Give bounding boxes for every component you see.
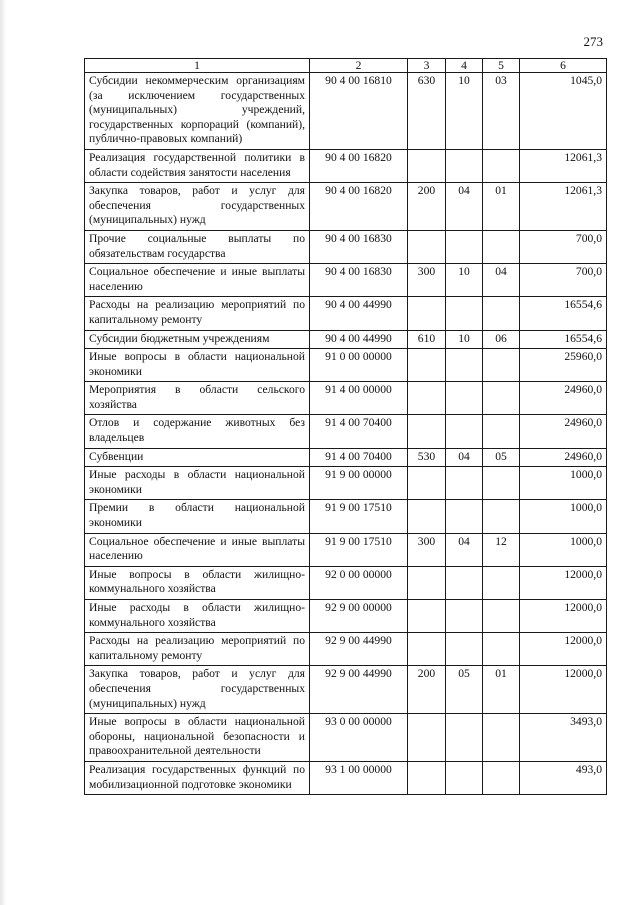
row-name-cell: Субсидии некоммерческим организациям (за исключением государственных (муниципальных) учреждений, государственных корпораций (компаний), публично-правовых компаний) [85,73,310,150]
header-cell-1: 1 [85,59,310,73]
row-sum-cell: 700,0 [520,230,607,263]
row-name-cell: Отлов и содержание животных без владельцев [85,415,310,448]
row-rz-cell [446,415,483,448]
table-row [85,714,607,762]
header-cell-6: 6 [520,59,607,73]
row-name-cell: Закупка товаров, работ и услуг для обеспечения государственных (муниципальных) нужд [85,183,310,231]
row-sum-cell: 1000,0 [520,467,607,500]
row-sum-cell: 1045,0 [520,73,607,150]
row-code-cell: 90 4 00 16820 [310,149,408,182]
row-code-cell: 90 4 00 16830 [310,264,408,297]
row-pr-cell [483,149,520,182]
row-rz-cell: 04 [446,448,483,467]
row-code-cell: 93 1 00 00000 [310,761,408,794]
row-rz-cell [446,500,483,533]
row-name-cell: Иные расходы в области жилищно-коммунального хозяйства [85,600,310,633]
row-vr-cell [408,761,446,794]
row-pr-cell [483,382,520,415]
row-pr-cell: 01 [483,183,520,231]
row-code-cell: 92 9 00 44990 [310,666,408,714]
row-code-cell: 91 4 00 70400 [310,448,408,467]
row-sum-cell: 1000,0 [520,533,607,566]
row-name-cell: Реализация государственной политики в области содействия занятости населения [85,149,310,182]
page-number: 273 [583,34,603,49]
row-rz-cell [446,149,483,182]
table-row [85,264,607,297]
row-vr-cell: 300 [408,533,446,566]
row-sum-cell: 1000,0 [520,500,607,533]
row-rz-cell: 10 [446,264,483,297]
row-sum-cell: 16554,6 [520,297,607,330]
row-sum-cell: 12000,0 [520,633,607,666]
row-sum-cell: 16554,6 [520,330,607,349]
table-row [85,448,607,467]
row-vr-cell [408,149,446,182]
row-pr-cell [483,230,520,263]
row-sum-cell: 12061,3 [520,183,607,231]
row-code-cell: 90 4 00 44990 [310,297,408,330]
row-code-cell: 91 0 00 00000 [310,349,408,382]
row-code-cell: 90 4 00 16830 [310,230,408,263]
row-sum-cell: 493,0 [520,761,607,794]
row-vr-cell: 200 [408,183,446,231]
row-name-cell: Иные вопросы в области жилищно-коммунального хозяйства [85,566,310,599]
row-vr-cell [408,349,446,382]
row-pr-cell [483,467,520,500]
scan-edge-shadow [0,0,6,905]
row-vr-cell [408,600,446,633]
row-vr-cell: 530 [408,448,446,467]
table-row [85,415,607,448]
table-row [85,566,607,599]
row-rz-cell [446,297,483,330]
row-pr-cell [483,714,520,762]
row-sum-cell: 3493,0 [520,714,607,762]
row-sum-cell: 24960,0 [520,415,607,448]
row-pr-cell: 03 [483,73,520,150]
row-sum-cell: 12000,0 [520,666,607,714]
header-row [85,59,607,73]
row-pr-cell [483,566,520,599]
row-pr-cell: 06 [483,330,520,349]
row-sum-cell: 24960,0 [520,448,607,467]
row-name-cell: Премии в области национальной экономики [85,500,310,533]
row-code-cell: 91 4 00 70400 [310,415,408,448]
row-sum-cell: 12000,0 [520,566,607,599]
row-rz-cell [446,566,483,599]
row-name-cell: Реализация государственных функций по мобилизационной подготовке экономики [85,761,310,794]
row-sum-cell: 700,0 [520,264,607,297]
row-rz-cell: 10 [446,73,483,150]
row-code-cell: 92 9 00 00000 [310,600,408,633]
table-header [85,59,607,73]
row-pr-cell [483,500,520,533]
row-pr-cell [483,415,520,448]
row-name-cell: Иные вопросы в области национальной экономики [85,349,310,382]
table-row [85,349,607,382]
row-rz-cell: 10 [446,330,483,349]
row-name-cell: Иные расходы в области национальной экономики [85,467,310,500]
row-pr-cell [483,297,520,330]
header-cell-4: 4 [446,59,483,73]
row-pr-cell [483,600,520,633]
row-vr-cell: 610 [408,330,446,349]
row-rz-cell: 05 [446,666,483,714]
row-rz-cell: 04 [446,183,483,231]
table-row [85,633,607,666]
table-row [85,149,607,182]
row-sum-cell: 25960,0 [520,349,607,382]
row-pr-cell: 05 [483,448,520,467]
table-row [85,500,607,533]
row-pr-cell [483,349,520,382]
row-name-cell: Мероприятия в области сельского хозяйства [85,382,310,415]
row-vr-cell [408,415,446,448]
row-name-cell: Прочие социальные выплаты по обязательствам государства [85,230,310,263]
row-rz-cell [446,467,483,500]
row-vr-cell [408,382,446,415]
row-name-cell: Субвенции [85,448,310,467]
row-code-cell: 90 4 00 16820 [310,183,408,231]
table-row [85,330,607,349]
row-vr-cell: 630 [408,73,446,150]
row-rz-cell [446,633,483,666]
header-cell-3: 3 [408,59,446,73]
row-name-cell: Расходы на реализацию мероприятий по капитальному ремонту [85,633,310,666]
row-vr-cell: 300 [408,264,446,297]
row-pr-cell: 04 [483,264,520,297]
row-vr-cell [408,230,446,263]
row-rz-cell [446,349,483,382]
row-name-cell: Расходы на реализацию мероприятий по капитальному ремонту [85,297,310,330]
row-vr-cell [408,500,446,533]
row-sum-cell: 12000,0 [520,600,607,633]
row-vr-cell [408,633,446,666]
row-code-cell: 92 0 00 00000 [310,566,408,599]
row-rz-cell [446,600,483,633]
row-code-cell: 90 4 00 44990 [310,330,408,349]
row-rz-cell [446,761,483,794]
row-sum-cell: 24960,0 [520,382,607,415]
table-body [85,73,607,795]
row-vr-cell [408,467,446,500]
row-rz-cell [446,382,483,415]
row-rz-cell [446,230,483,263]
row-name-cell: Закупка товаров, работ и услуг для обеспечения государственных (муниципальных) нужд [85,666,310,714]
row-rz-cell: 04 [446,533,483,566]
row-name-cell: Субсидии бюджетным учреждениям [85,330,310,349]
row-pr-cell [483,633,520,666]
row-code-cell: 91 4 00 00000 [310,382,408,415]
header-cell-5: 5 [483,59,520,73]
table-row [85,533,607,566]
table-row [85,297,607,330]
row-name-cell: Социальное обеспечение и иные выплаты населению [85,533,310,566]
table-row [85,183,607,231]
row-rz-cell [446,714,483,762]
row-vr-cell [408,714,446,762]
row-pr-cell [483,761,520,794]
row-vr-cell [408,297,446,330]
table-row [85,761,607,794]
row-code-cell: 91 9 00 17510 [310,533,408,566]
table-row [85,382,607,415]
row-code-cell: 91 9 00 17510 [310,500,408,533]
row-sum-cell: 12061,3 [520,149,607,182]
table-row [85,230,607,263]
table-row [85,73,607,150]
row-name-cell: Иные вопросы в области национальной обороны, национальной безопасности и правоохранительной деятельности [85,714,310,762]
table-row [85,467,607,500]
table-row [85,666,607,714]
row-code-cell: 93 0 00 00000 [310,714,408,762]
row-vr-cell [408,566,446,599]
header-cell-2: 2 [310,59,408,73]
table-row [85,600,607,633]
row-pr-cell: 12 [483,533,520,566]
row-pr-cell: 01 [483,666,520,714]
row-name-cell: Социальное обеспечение и иные выплаты населению [85,264,310,297]
budget-table [84,58,607,795]
row-code-cell: 90 4 00 16810 [310,73,408,150]
row-vr-cell: 200 [408,666,446,714]
row-code-cell: 92 9 00 44990 [310,633,408,666]
row-code-cell: 91 9 00 00000 [310,467,408,500]
